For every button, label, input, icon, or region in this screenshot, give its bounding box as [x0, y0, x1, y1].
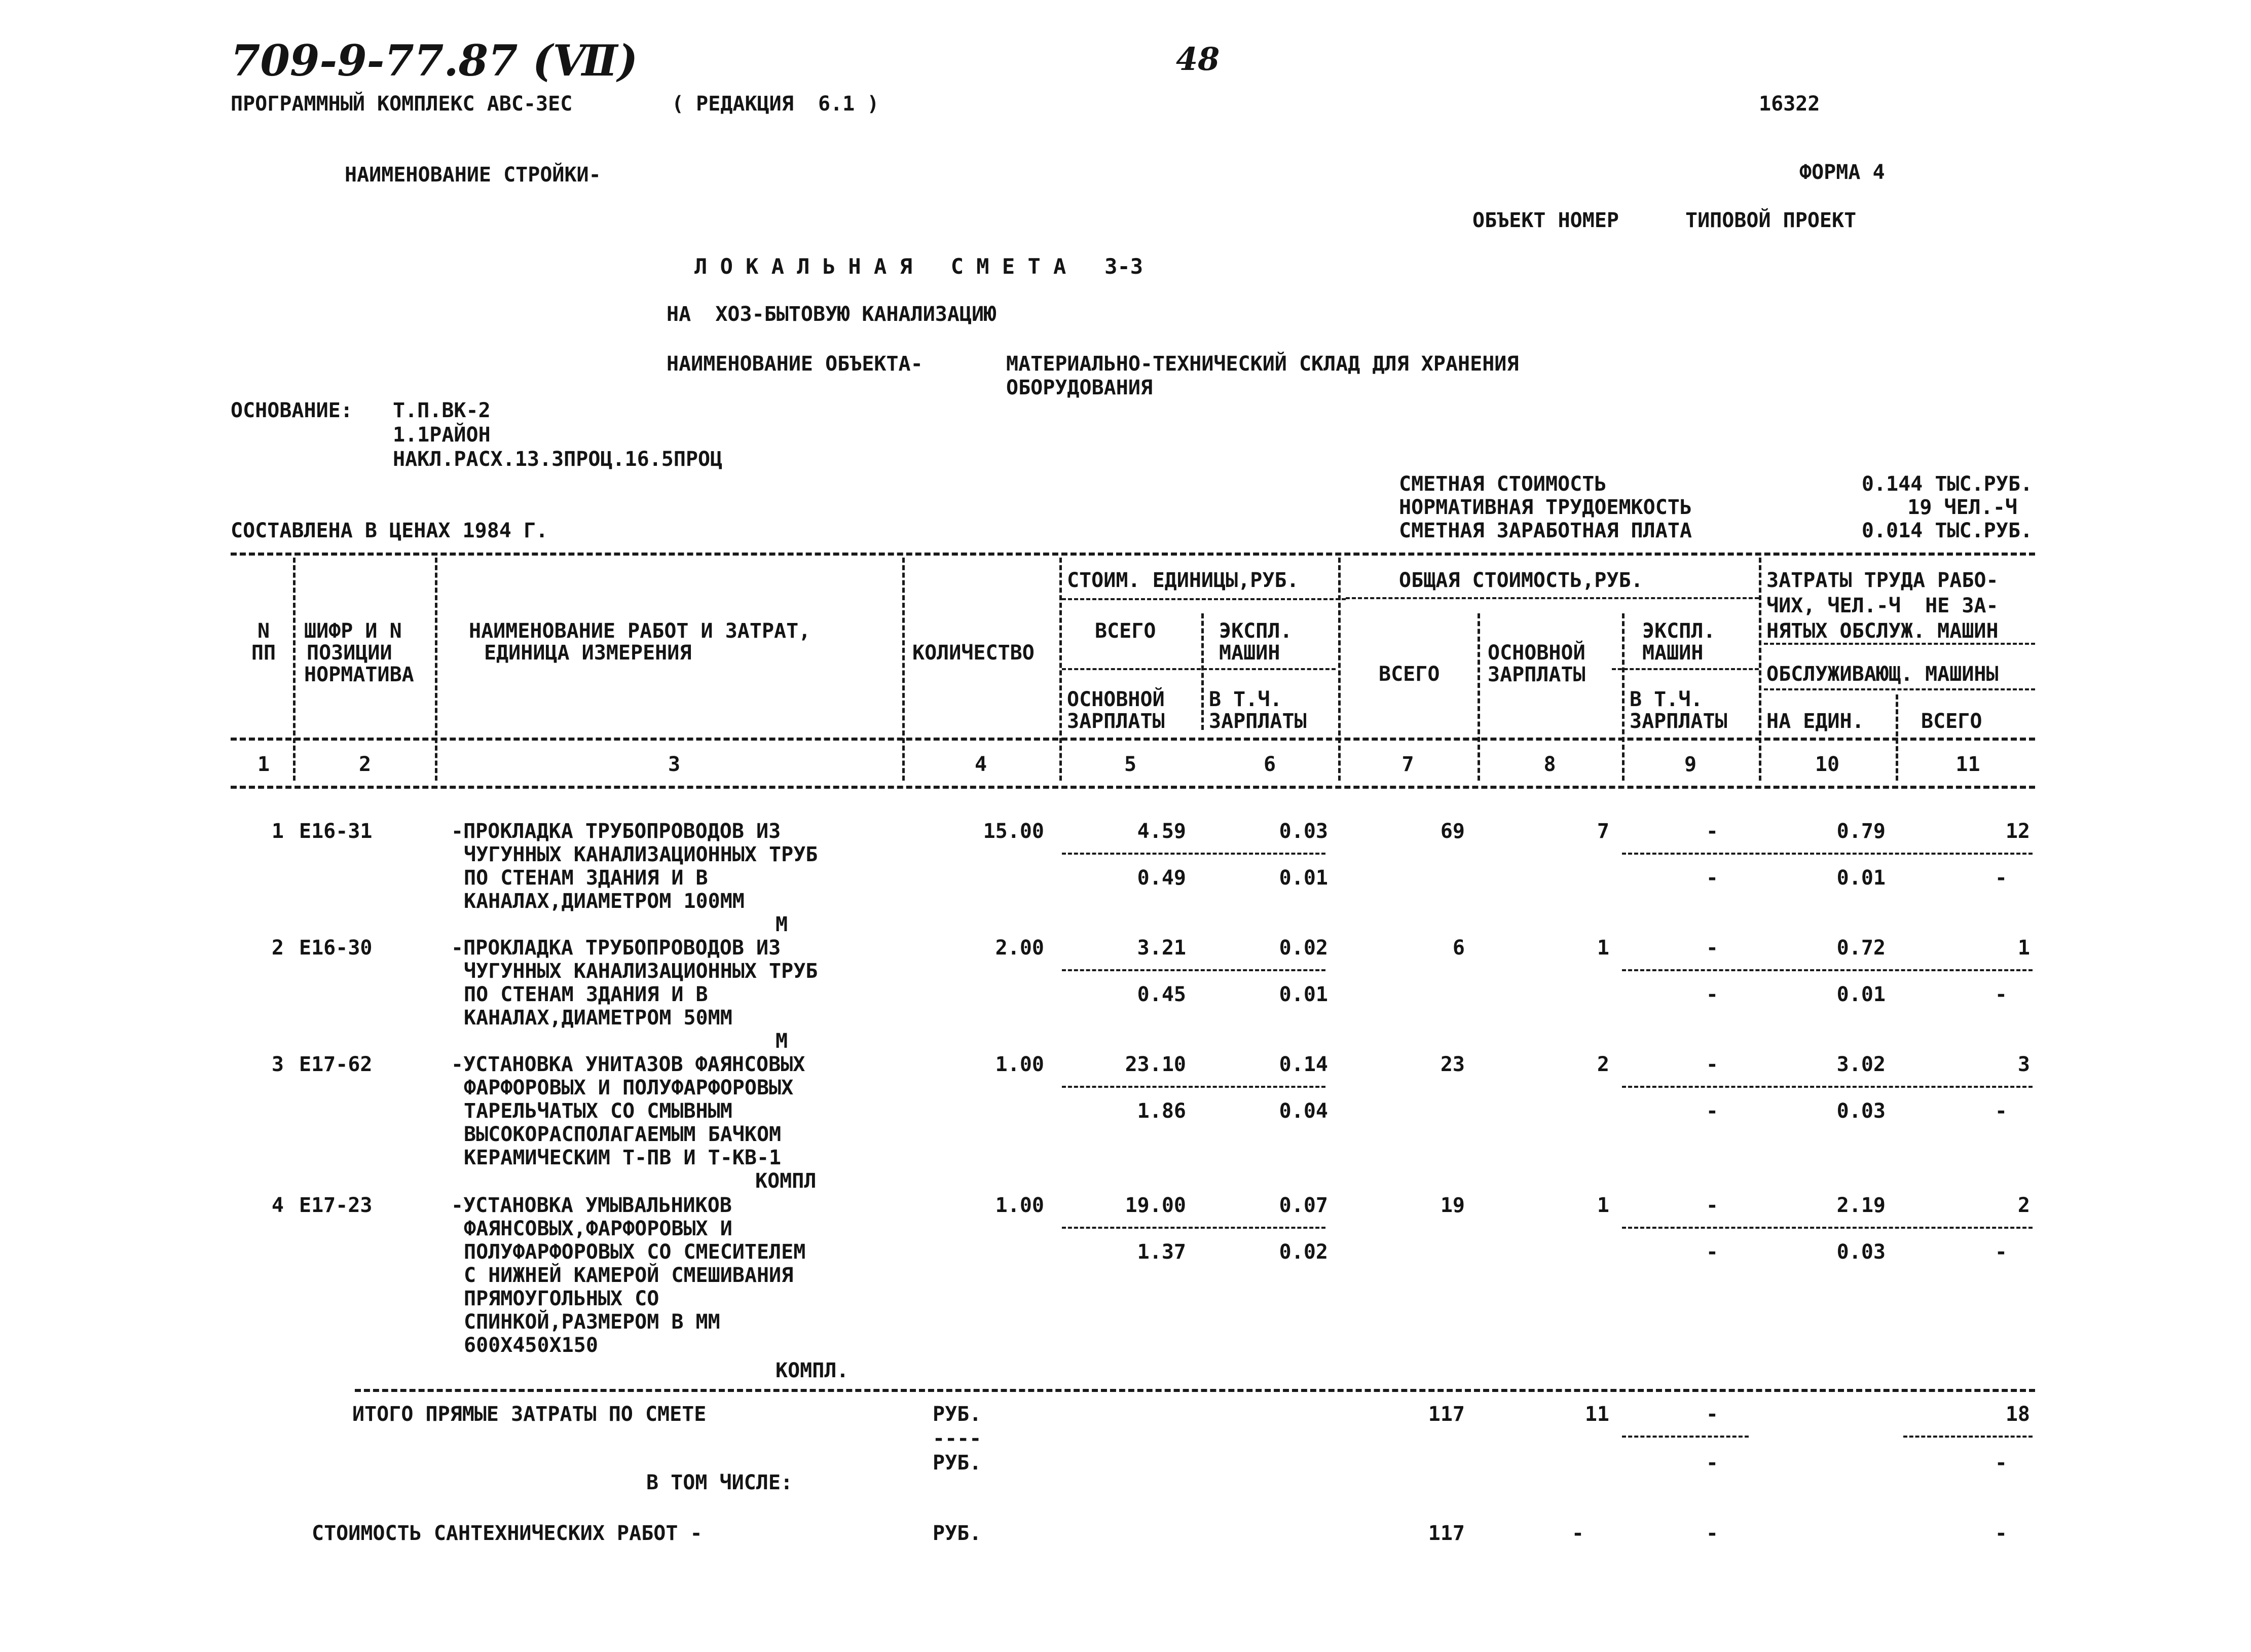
th-labor-3: НЯТЫХ ОБСЛУЖ. МАШИН	[1766, 619, 1999, 643]
th-unit-wage-1: ОСНОВНОЙ	[1067, 688, 1165, 711]
col-sep-3	[902, 558, 905, 781]
header-rule-b	[1346, 597, 1759, 599]
summary-label-wage: СМЕТНАЯ ЗАРАБОТНАЯ ПЛАТА	[1399, 519, 1692, 542]
software-name: ПРОГРАММНЫЙ КОМПЛЕКС АВС-3ЕС	[231, 92, 573, 116]
row-2-number: 2	[271, 936, 284, 960]
th-total-wage-1: ОСНОВНОЙ	[1488, 641, 1585, 665]
col-number-6: 6	[1263, 753, 1276, 776]
row-2-desc-3: ПО СТЕНАМ ЗДАНИЯ И В	[464, 983, 708, 1006]
object-label: НАИМЕНОВАНИЕ ОБЪЕКТА-	[667, 352, 923, 376]
th-desc-1: НАИМЕНОВАНИЕ РАБОТ И ЗАТРАТ,	[469, 619, 811, 643]
plumbing-labor: -	[1995, 1522, 2007, 1545]
row-4-unit-wage: 1.37	[1137, 1240, 1186, 1264]
row-3-qty: 1.00	[995, 1053, 1044, 1076]
th-unit-mach-2: МАШИН	[1219, 641, 1280, 665]
row-1-unit-wage: 0.49	[1137, 866, 1186, 890]
row-2-qty: 2.00	[995, 936, 1044, 960]
th-unit-total: ВСЕГО	[1095, 619, 1156, 643]
row-1-qty: 15.00	[983, 820, 1044, 843]
th-total-incl-2: ЗАРПЛАТЫ	[1630, 710, 1727, 733]
row-3-rule-right	[1622, 1086, 2033, 1088]
th-total-incl-1: В Т.Ч.	[1630, 688, 1703, 711]
row-3-desc-2: ФАРФОРОВЫХ И ПОЛУФАРФОРОВЫХ	[464, 1076, 794, 1099]
row-2-total-incl: -	[1706, 983, 1718, 1006]
row-2-unit-mach: 0.02	[1279, 936, 1328, 960]
direct-costs-mach: -	[1706, 1403, 1718, 1426]
header-rule-a	[1062, 598, 1346, 600]
row-2-labor-unit-2: 0.01	[1836, 983, 1886, 1006]
row-3-labor-unit: 3.02	[1836, 1053, 1886, 1076]
typical-project-label: ТИПОВОЙ ПРОЕКТ	[1685, 209, 1857, 232]
row-1-labor-total-2: -	[1995, 866, 2007, 890]
row-1-desc-3: ПО СТЕНАМ ЗДАНИЯ И В	[464, 866, 708, 890]
object-name-line-1: МАТЕРИАЛЬНО-ТЕХНИЧЕСКИЙ СКЛАД ДЛЯ ХРАНЕНИЯ	[1006, 352, 1519, 376]
row-2-rule-right	[1622, 969, 2033, 971]
header-rule-d	[1612, 668, 1759, 670]
row-1-total-incl: -	[1706, 866, 1718, 890]
row-3-unit-wage: 1.86	[1137, 1099, 1186, 1123]
row-4-qty: 1.00	[995, 1194, 1044, 1217]
row-3-unit-total: 23.10	[1125, 1053, 1186, 1076]
document-title: Л О К А Л Ь Н А Я С М Е Т А 3-3	[694, 254, 1143, 279]
row-4-desc-4: С НИЖНЕЙ КАМЕРОЙ СМЕШИВАНИЯ	[464, 1264, 794, 1287]
row-4-labor-unit: 2.19	[1836, 1194, 1886, 1217]
th-total-mach-2: МАШИН	[1642, 641, 1704, 665]
row-1-rule-right	[1622, 853, 2033, 855]
row-3-total-incl: -	[1706, 1099, 1718, 1123]
th-labor-service: ОБСЛУЖИВАЮЩ. МАШИНЫ	[1766, 663, 1999, 686]
col-sep-1	[293, 558, 296, 781]
col-number-1: 1	[257, 753, 270, 776]
row-4-unit-incl: 0.02	[1279, 1240, 1328, 1264]
row-3-unit-mach: 0.14	[1279, 1053, 1328, 1076]
col-number-3: 3	[668, 753, 681, 776]
row-3-desc-3: ТАРЕЛЬЧАТЫХ СО СМЫВНЫМ	[464, 1099, 732, 1123]
document-number: 16322	[1759, 92, 1820, 116]
row-4-labor-unit-2: 0.03	[1836, 1240, 1886, 1264]
row-4-labor-total: 2	[2017, 1194, 2030, 1217]
row-3-total: 23	[1440, 1053, 1465, 1076]
th-code-2: ПОЗИЦИИ	[307, 641, 392, 665]
including-label: В ТОМ ЧИСЛЕ:	[646, 1471, 793, 1494]
col-number-11: 11	[1955, 753, 1980, 776]
plumbing-wage: -	[1571, 1522, 1584, 1545]
row-4-desc-3: ПОЛУФАРФОРОВЫХ СО СМЕСИТЕЛЕМ	[464, 1240, 806, 1264]
row-1-desc-1: -ПРОКЛАДКА ТРУБОПРОВОДОВ ИЗ	[451, 820, 781, 843]
th-code-1: ШИФР И N	[304, 619, 402, 643]
object-name-line-2: ОБОРУДОВАНИЯ	[1006, 376, 1153, 399]
th-labor-total: ВСЕГО	[1921, 710, 1982, 733]
col-sep-6	[1338, 558, 1341, 781]
row-1-unit: М	[776, 913, 788, 936]
row-2-desc-2: ЧУГУННЫХ КАНАЛИЗАЦИОННЫХ ТРУБ	[464, 960, 818, 983]
basis-label: ОСНОВАНИЕ:	[231, 399, 353, 422]
row-3-total-wage: 2	[1597, 1053, 1609, 1076]
row-4-total-incl: -	[1706, 1240, 1718, 1264]
row-2-labor-total-2: -	[1995, 983, 2007, 1006]
row-4-rule-right	[1622, 1227, 2033, 1229]
th-unit-wage-2: ЗАРПЛАТЫ	[1067, 710, 1165, 733]
row-4-desc-1: -УСТАНОВКА УМЫВАЛЬНИКОВ	[451, 1194, 732, 1217]
row-1-desc-2: ЧУГУННЫХ КАНАЛИЗАЦИОННЫХ ТРУБ	[464, 843, 818, 866]
row-2-unit-incl: 0.01	[1279, 983, 1328, 1006]
row-2-unit-total: 3.21	[1137, 936, 1186, 960]
row-2-total-mach: -	[1706, 936, 1718, 960]
row-2-labor-unit: 0.72	[1836, 936, 1886, 960]
row-1-total: 69	[1440, 820, 1465, 843]
header-rule-e	[1764, 643, 2035, 645]
summary-value-labor: 19 ЧЕЛ.-Ч	[1907, 496, 2017, 519]
th-labor-unit: НА ЕДИН.	[1766, 710, 1864, 733]
row-1-unit-incl: 0.01	[1279, 866, 1328, 890]
direct-costs-rub-2: РУБ.	[933, 1451, 982, 1475]
row-1-labor-unit: 0.79	[1836, 820, 1886, 843]
basis-line-2: 1.1РАЙОН	[393, 423, 491, 447]
construction-label: НАИМЕНОВАНИЕ СТРОЙКИ-	[345, 163, 601, 187]
software-edition: ( РЕДАКЦИЯ 6.1 )	[672, 92, 879, 116]
th-total-cost: ОБЩАЯ СТОИМОСТЬ,РУБ.	[1399, 569, 1643, 592]
form-label: ФОРМА 4	[1799, 161, 1885, 184]
row-3-desc-4: ВЫСОКОРАСПОЛАГАЕМЫМ БАЧКОМ	[464, 1123, 782, 1146]
col-number-10: 10	[1815, 753, 1840, 776]
row-3-total-mach: -	[1706, 1053, 1718, 1076]
row-4-unit: КОМПЛ.	[776, 1359, 849, 1382]
row-1-total-wage: 7	[1597, 820, 1609, 843]
row-4-unit-total: 19.00	[1125, 1194, 1186, 1217]
row-3-labor-total-2: -	[1995, 1099, 2007, 1123]
row-3-desc-1: -УСТАНОВКА УНИТАЗОВ ФАЯНСОВЫХ	[451, 1053, 805, 1076]
row-3-desc-5: КЕРАМИЧЕСКИМ Т-ПВ И Т-КВ-1	[464, 1146, 782, 1169]
summary-label-cost: СМЕТНАЯ СТОИМОСТЬ	[1399, 472, 1607, 496]
th-unit-mach-1: ЭКСПЛ.	[1219, 619, 1293, 643]
direct-costs-rub-1: РУБ.	[933, 1403, 982, 1426]
plumbing-mach: -	[1706, 1522, 1718, 1545]
row-4-rule-unit	[1062, 1227, 1325, 1229]
plumbing-total: 117	[1428, 1522, 1465, 1545]
th-total-wage-2: ЗАРПЛАТЫ	[1488, 663, 1585, 686]
plumbing-rub: РУБ.	[933, 1522, 982, 1545]
col-number-2: 2	[358, 753, 372, 776]
row-1-code: Е16-31	[299, 820, 373, 843]
th-labor-1: ЗАТРАТЫ ТРУДА РАБО-	[1766, 569, 1999, 592]
col-sep-4	[1059, 558, 1062, 781]
row-2-unit-wage: 0.45	[1137, 983, 1186, 1006]
totals-rule	[355, 1389, 2035, 1392]
table-top-rule	[231, 553, 2035, 556]
direct-costs-incl: -	[1706, 1451, 1718, 1475]
direct-costs-labor-2: -	[1995, 1451, 2007, 1475]
row-2-total: 6	[1452, 936, 1465, 960]
row-1-total-mach: -	[1706, 820, 1718, 843]
row-4-desc-6: СПИНКОЙ,РАЗМЕРОМ В ММ	[464, 1310, 720, 1334]
row-4-number: 4	[271, 1194, 284, 1217]
row-3-unit: КОМПЛ	[755, 1169, 817, 1193]
direct-costs-labor: 18	[2005, 1403, 2030, 1426]
row-2-desc-1: -ПРОКЛАДКА ТРУБОПРОВОДОВ ИЗ	[451, 936, 781, 960]
th-pp: ПП	[251, 641, 276, 665]
row-3-unit-incl: 0.04	[1279, 1099, 1328, 1123]
direct-costs-rub-dash: ----	[933, 1427, 982, 1450]
col-number-9: 9	[1684, 753, 1697, 776]
col-number-8: 8	[1543, 753, 1556, 776]
col-sep-10	[1896, 694, 1898, 781]
object-number-label: ОБЪЕКТ НОМЕР	[1472, 209, 1619, 232]
col-sep-9	[1759, 558, 1761, 781]
row-1-labor-unit-2: 0.01	[1836, 866, 1886, 890]
th-desc-2: ЕДИНИЦА ИЗМЕРЕНИЯ	[484, 641, 692, 665]
header-rule-c	[1062, 668, 1336, 670]
th-total-all: ВСЕГО	[1379, 663, 1440, 686]
row-3-rule-unit	[1062, 1086, 1325, 1088]
row-2-code: Е16-30	[299, 936, 373, 960]
row-3-number: 3	[271, 1053, 284, 1076]
row-4-total-mach: -	[1706, 1194, 1718, 1217]
summary-label-labor: НОРМАТИВНАЯ ТРУДОЕМКОСТЬ	[1399, 496, 1692, 519]
col-number-5: 5	[1124, 753, 1137, 776]
th-total-mach-1: ЭКСПЛ.	[1642, 619, 1716, 643]
handwritten-code: 709-9-77.87 (Ⅶ)	[231, 35, 638, 86]
col-number-4: 4	[974, 753, 987, 776]
th-qty: КОЛИЧЕСТВО	[912, 641, 1035, 665]
row-4-total: 19	[1440, 1194, 1465, 1217]
plumbing-label: СТОИМОСТЬ САНТЕХНИЧЕСКИХ РАБОТ -	[312, 1522, 703, 1545]
row-1-unit-total: 4.59	[1137, 820, 1186, 843]
numbering-rule-bottom	[231, 786, 2035, 789]
row-4-total-wage: 1	[1597, 1194, 1609, 1217]
th-labor-2: ЧИХ, ЧЕЛ.-Ч НЕ ЗА-	[1766, 594, 1999, 617]
row-3-labor-unit-2: 0.03	[1836, 1099, 1886, 1123]
row-3-labor-total: 3	[2017, 1053, 2030, 1076]
row-1-labor-total: 12	[2005, 820, 2030, 843]
row-1-unit-mach: 0.03	[1279, 820, 1328, 843]
row-4-labor-total-2: -	[1995, 1240, 2007, 1264]
row-2-unit: М	[776, 1030, 788, 1053]
row-1-desc-4: КАНАЛАХ,ДИАМЕТРОМ 100ММ	[464, 890, 745, 913]
direct-costs-total: 117	[1428, 1403, 1465, 1426]
summary-value-cost: 0.144 ТЫС.РУБ.	[1861, 472, 2033, 496]
row-4-unit-mach: 0.07	[1279, 1194, 1328, 1217]
row-4-desc-2: ФАЯНСОВЫХ,ФАРФОРОВЫХ И	[464, 1217, 732, 1240]
row-4-desc-7: 600Х450Х150	[464, 1334, 598, 1357]
row-3-code: Е17-62	[299, 1053, 373, 1076]
row-2-total-wage: 1	[1597, 936, 1609, 960]
summary-value-wage: 0.014 ТЫС.РУБ.	[1861, 519, 2033, 542]
col-sep-8	[1622, 613, 1625, 781]
th-n: N	[257, 619, 270, 643]
col-sep-7	[1478, 613, 1480, 781]
basis-line-3: НАКЛ.РАСХ.13.3ПРОЦ.16.5ПРОЦ	[393, 448, 723, 471]
th-unit-incl-1: В Т.Ч.	[1209, 688, 1282, 711]
direct-costs-wage: 11	[1584, 1403, 1609, 1426]
numbering-rule-top	[231, 738, 2035, 741]
col-sep-2	[435, 558, 437, 781]
row-4-desc-5: ПРЯМОУГОЛЬНЫХ СО	[464, 1287, 659, 1310]
col-number-7: 7	[1401, 753, 1414, 776]
row-1-number: 1	[271, 820, 284, 843]
page-number: 48	[1176, 41, 1220, 78]
row-2-labor-total: 1	[2017, 936, 2030, 960]
row-2-rule-unit	[1062, 969, 1325, 971]
prices-basis: СОСТАВЛЕНА В ЦЕНАХ 1984 Г.	[231, 519, 548, 542]
basis-line-1: Т.П.ВК-2	[393, 399, 491, 422]
header-rule-f	[1764, 688, 2035, 690]
th-code-3: НОРМАТИВА	[304, 663, 414, 686]
th-unit-cost: СТОИМ. ЕДИНИЦЫ,РУБ.	[1067, 569, 1299, 592]
document-subtitle: НА ХОЗ-БЫТОВУЮ КАНАЛИЗАЦИЮ	[667, 303, 997, 326]
row-4-code: Е17-23	[299, 1194, 373, 1217]
th-unit-incl-2: ЗАРПЛАТЫ	[1209, 710, 1307, 733]
direct-costs-rule-labor	[1903, 1436, 2033, 1438]
row-1-rule-unit	[1062, 853, 1325, 855]
row-2-desc-4: КАНАЛАХ,ДИАМЕТРОМ 50ММ	[464, 1006, 732, 1030]
direct-costs-rule-mach	[1622, 1436, 1749, 1438]
col-sep-5	[1201, 613, 1204, 730]
direct-costs-label: ИТОГО ПРЯМЫЕ ЗАТРАТЫ ПО СМЕТЕ	[352, 1403, 707, 1426]
